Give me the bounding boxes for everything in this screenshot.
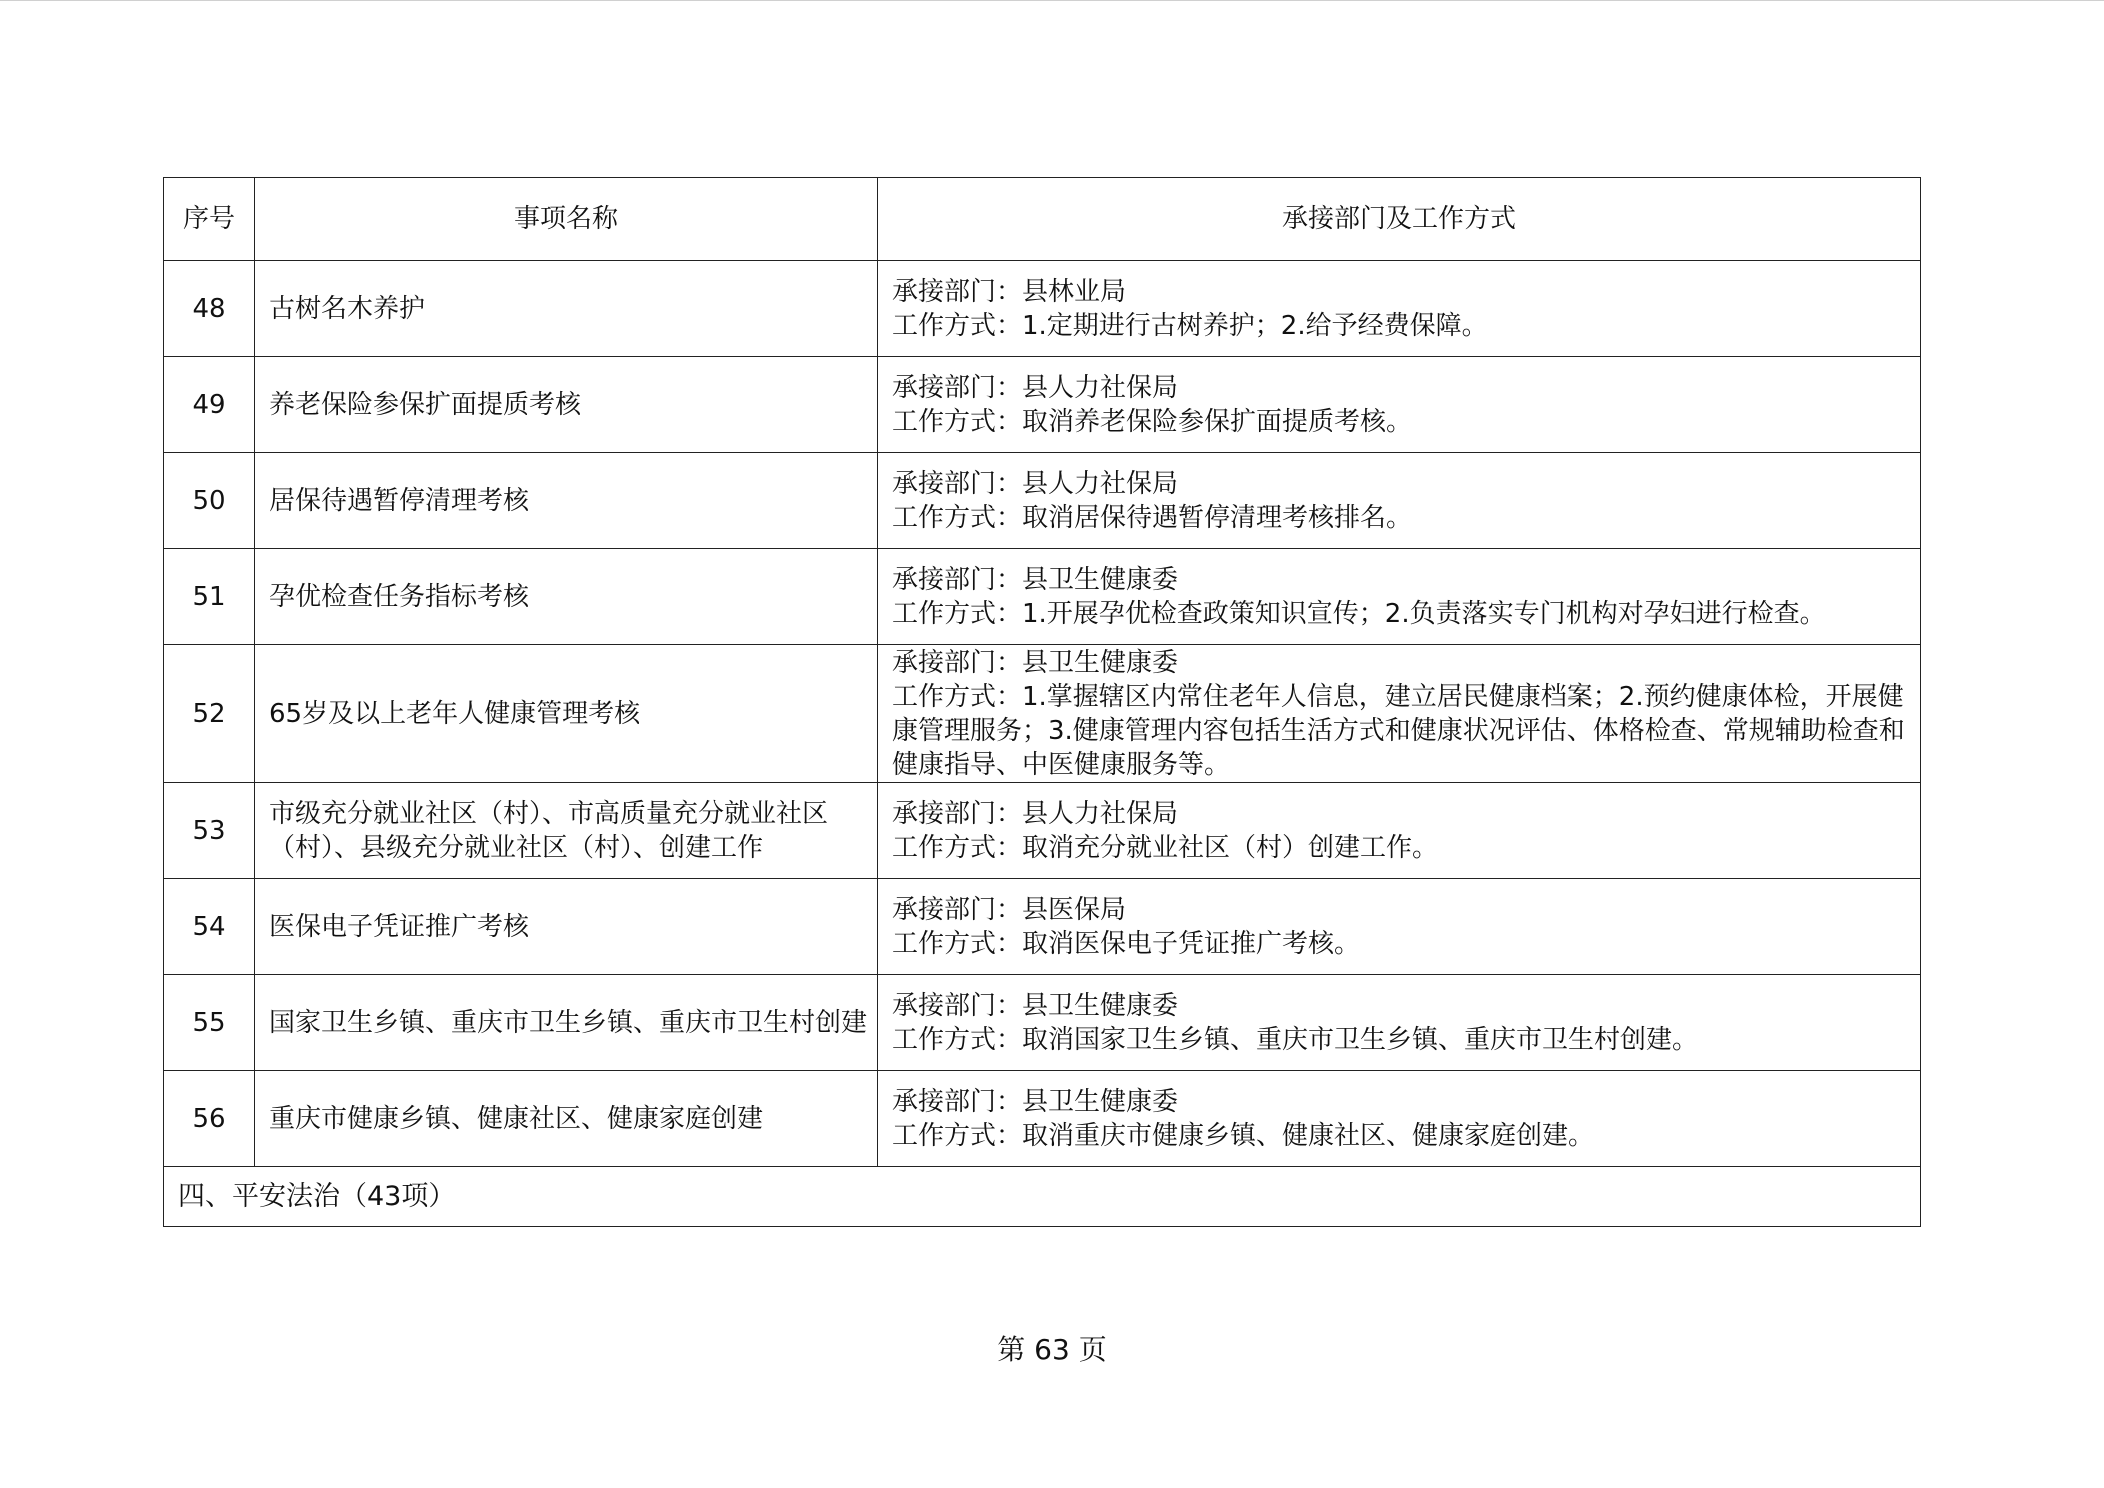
- page-number: 第 63 页: [997, 1333, 1107, 1366]
- method-line: 工作方式：取消居保待遇暂停清理考核排名。: [892, 502, 1413, 533]
- items-table: [163, 177, 1921, 1227]
- table-row: [164, 261, 1921, 357]
- method-line: 工作方式：取消重庆市健康乡镇、健康社区、健康家庭创建。: [892, 1120, 1595, 1151]
- dept-line: 承接部门：县卫生健康委: [892, 564, 1179, 595]
- table-row: [164, 645, 1921, 783]
- dept-cell: [878, 357, 1921, 453]
- table-row: [164, 783, 1921, 879]
- item-name: 古树名木养护: [255, 261, 878, 357]
- row-number: 48: [164, 261, 255, 357]
- header-dept: 承接部门及工作方式: [878, 178, 1921, 261]
- dept-cell: [878, 975, 1921, 1071]
- dept-line: 承接部门：县卫生健康委: [892, 647, 1179, 678]
- header-no: 序号: [164, 178, 255, 261]
- dept-line: 承接部门：县人力社保局: [892, 798, 1179, 829]
- method-line: 工作方式：取消医保电子凭证推广考核。: [892, 928, 1361, 959]
- row-number: 52: [164, 645, 255, 783]
- row-number: 49: [164, 357, 255, 453]
- row-number: 54: [164, 879, 255, 975]
- item-name: 孕优检查任务指标考核: [255, 549, 878, 645]
- item-name: 市级充分就业社区（村）、市高质量充分就业社区（村）、县级充分就业社区（村）、创建工作: [255, 783, 878, 879]
- table-row: [164, 453, 1921, 549]
- dept-line: 承接部门：县人力社保局: [892, 372, 1179, 403]
- dept-cell: [878, 1071, 1921, 1167]
- section-title: 四、平安法治（43项）: [164, 1167, 1921, 1227]
- item-name: 居保待遇暂停清理考核: [255, 453, 878, 549]
- table-row: [164, 357, 1921, 453]
- table-row: [164, 975, 1921, 1071]
- dept-cell: [878, 453, 1921, 549]
- dept-cell: [878, 645, 1921, 783]
- item-name: 养老保险参保扩面提质考核: [255, 357, 878, 453]
- row-number: 53: [164, 783, 255, 879]
- method-line: 工作方式：取消充分就业社区（村）创建工作。: [892, 832, 1439, 863]
- header-name: 事项名称: [255, 178, 878, 261]
- table-row: [164, 1071, 1921, 1167]
- dept-line: 承接部门：县人力社保局: [892, 468, 1179, 499]
- method-line: 工作方式：1.掌握辖区内常住老年人信息，建立居民健康档案；2.预约健康体检，开展健康管理服务；3.健康管理内容包括生活方式和健康状况评估、体格检查、常规辅助检查和健康指导、中医健康服务等。: [892, 681, 1905, 780]
- row-number: 51: [164, 549, 255, 645]
- row-number: 55: [164, 975, 255, 1071]
- dept-line: 承接部门：县卫生健康委: [892, 990, 1179, 1021]
- table-row: [164, 879, 1921, 975]
- item-name: 医保电子凭证推广考核: [255, 879, 878, 975]
- dept-cell: [878, 549, 1921, 645]
- table-row: [164, 549, 1921, 645]
- section-row: [164, 1167, 1921, 1227]
- table-header-row: [164, 178, 1921, 261]
- method-line: 工作方式：取消国家卫生乡镇、重庆市卫生乡镇、重庆市卫生村创建。: [892, 1024, 1699, 1055]
- dept-cell: [878, 879, 1921, 975]
- method-line: 工作方式：取消养老保险参保扩面提质考核。: [892, 406, 1413, 437]
- dept-cell: [878, 783, 1921, 879]
- method-line: 工作方式：1.定期进行古树养护；2.给予经费保障。: [892, 310, 1488, 341]
- page-top-rule: [0, 0, 2104, 1]
- dept-cell: [878, 261, 1921, 357]
- row-number: 50: [164, 453, 255, 549]
- row-number: 56: [164, 1071, 255, 1167]
- item-name: 国家卫生乡镇、重庆市卫生乡镇、重庆市卫生村创建: [255, 975, 878, 1071]
- dept-line: 承接部门：县医保局: [892, 894, 1127, 925]
- method-line: 工作方式：1.开展孕优检查政策知识宣传；2.负责落实专门机构对孕妇进行检查。: [892, 598, 1826, 629]
- item-name: 重庆市健康乡镇、健康社区、健康家庭创建: [255, 1071, 878, 1167]
- item-name: 65岁及以上老年人健康管理考核: [255, 645, 878, 783]
- dept-line: 承接部门：县林业局: [892, 276, 1127, 307]
- dept-line: 承接部门：县卫生健康委: [892, 1086, 1179, 1117]
